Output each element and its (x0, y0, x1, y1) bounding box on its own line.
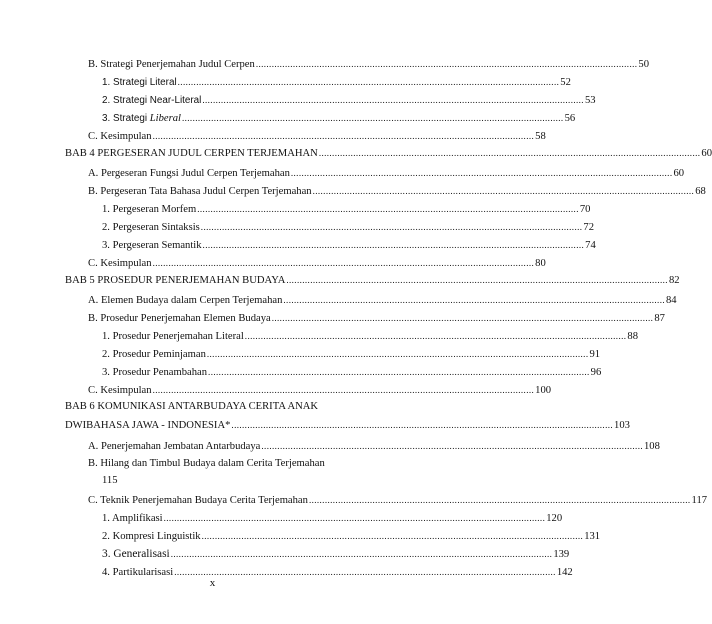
dot-leader: ................................................................................................................................................ (286, 275, 668, 285)
toc-entry-label: C. Kesimpulan (88, 385, 152, 396)
toc-entry-label: 3. Pergeseran Semantik (102, 240, 202, 251)
toc-entry-page: 53 (584, 95, 596, 106)
toc-entry (102, 329, 638, 344)
dot-leader: ................................................................................................................................................ (200, 222, 583, 232)
dot-leader: ................................................................................................................................................ (202, 95, 584, 105)
dot-leader: ................................................................................................................................................ (152, 258, 535, 268)
toc-entry (88, 383, 552, 398)
toc-entry-page: 52 (560, 77, 571, 88)
dot-leader: ................................................................................................................................................ (201, 531, 584, 541)
toc-entry-page: 88 (627, 331, 638, 342)
toc-entry-page: 68 (695, 186, 706, 197)
toc-entry-page: 131 (584, 531, 601, 542)
toc-entry-page: 58 (535, 131, 546, 142)
toc-entry-label: B. Prosedur Penerjemahan Elemen Budaya (88, 313, 271, 324)
toc-chapter (65, 273, 680, 288)
dot-leader: ................................................................................................................................................ (197, 204, 579, 214)
toc-entry-label: 3. Generalisasi (102, 548, 170, 560)
toc-entry-label: 2. Pergeseran Sintaksis (102, 222, 200, 233)
dot-leader: ................................................................................................................................................ (290, 168, 673, 178)
toc-entry-page: 60 (673, 168, 685, 179)
toc-entry-label: C. Kesimpulan (88, 258, 152, 269)
toc-entry (88, 184, 706, 199)
toc-entry-label: B. Pergeseran Tata Bahasa Judul Cerpen Terjemahan (88, 186, 312, 197)
dot-leader: ................................................................................................................................................ (170, 549, 553, 559)
toc-entry-label (102, 112, 181, 126)
toc-entry-page: 115 (102, 475, 118, 486)
toc-entry-label: 2. Prosedur Peminjaman (102, 349, 206, 360)
toc-entry-page: 74 (585, 240, 596, 251)
toc-chapter-page: 82 (668, 275, 680, 286)
toc-entry-page: 87 (654, 313, 665, 324)
toc-entry-label: 4. Partikularisasi (102, 567, 174, 578)
dot-leader: ................................................................................................................................................ (283, 295, 665, 305)
toc-entry-label: C. Kesimpulan (88, 131, 152, 142)
toc-entry (88, 293, 677, 308)
toc-entry-label: 2. Strategi Near-Literal (102, 95, 202, 106)
toc-entry-page: 50 (638, 59, 650, 70)
page-number: x (209, 577, 216, 589)
dot-leader: ................................................................................................................................................ (312, 186, 695, 196)
toc-entry-label: A. Penerjemahan Jembatan Antarbudaya (88, 441, 261, 452)
toc-entry-label-line1: B. Hilang dan Timbul Budaya dalam Cerita Terjemahan (88, 458, 325, 469)
toc-entry (88, 439, 660, 454)
toc-chapter-title-line1: BAB 6 KOMUNIKASI ANTARBUDAYA CERITA ANAK (65, 401, 319, 412)
dot-leader: ................................................................................................................................................ (255, 59, 638, 69)
toc-chapter (65, 146, 712, 161)
label-prefix: 3. Strategi (102, 113, 150, 124)
toc-entry-page: 117 (691, 495, 708, 506)
toc-entry-label: A. Pergeseran Fungsi Judul Cerpen Terjemahan (88, 168, 290, 179)
dot-leader: ................................................................................................................................................ (181, 113, 564, 123)
toc-entry (102, 347, 601, 362)
toc-entry (102, 547, 570, 562)
toc-entry-page: 108 (644, 441, 660, 452)
toc-entry (88, 166, 685, 181)
dot-leader: ................................................................................................................................................ (152, 385, 535, 395)
dot-leader: ................................................................................................................................................ (163, 513, 546, 523)
toc-chapter-label: BAB 5 PROSEDUR PENERJEMAHAN BUDAYA (65, 275, 286, 286)
dot-leader: ................................................................................................................................................ (308, 495, 691, 505)
toc-entry (102, 111, 576, 126)
toc-entry-label: 1. Strategi Literal (102, 77, 177, 88)
toc-chapter-label: BAB 4 PERGESERAN JUDUL CERPEN TERJEMAHAN (65, 148, 318, 159)
dot-leader: ................................................................................................................................................ (208, 367, 590, 377)
toc-entry (102, 220, 594, 235)
toc-entry-page: 96 (590, 367, 602, 378)
toc-entry-page: 72 (583, 222, 594, 233)
toc-entry-page: 120 (546, 513, 563, 524)
dot-leader: ................................................................................................................................................ (244, 331, 627, 341)
toc-entry (88, 129, 546, 144)
toc-entry (88, 311, 665, 326)
toc-entry-label: 1. Amplifikasi (102, 513, 163, 524)
dot-leader: ................................................................................................................................................ (206, 349, 589, 359)
toc-entry (88, 57, 650, 72)
toc-entry-label: 1. Prosedur Penerjemahan Literal (102, 331, 244, 342)
toc-entry-label: 1. Pergeseran Morfem (102, 204, 197, 215)
toc-entry-page: 142 (556, 567, 573, 578)
dot-leader: ................................................................................................................................................ (271, 313, 654, 323)
toc-entry-page: 139 (553, 549, 570, 560)
toc-entry (102, 365, 602, 380)
toc-entry-page: 56 (564, 113, 576, 124)
toc-entry-page: 70 (579, 204, 591, 215)
toc-entry (102, 202, 591, 217)
toc-entry-page: 84 (666, 295, 677, 306)
dot-leader: ................................................................................................................................................ (261, 441, 643, 451)
toc-entry-label: 2. Kompresi Linguistik (102, 531, 201, 542)
dot-leader: ................................................................................................................................................ (174, 567, 556, 577)
dot-leader: ................................................................................................................................................ (231, 420, 614, 430)
toc-entry (102, 93, 596, 108)
toc-entry-page: 100 (535, 385, 552, 396)
toc-entry-page: 80 (535, 258, 546, 269)
toc-chapter-page: 103 (614, 420, 630, 431)
toc-entry (102, 75, 571, 90)
toc-entry (102, 238, 596, 253)
dot-leader: ................................................................................................................................................ (177, 77, 560, 87)
toc-entry-label: A. Elemen Budaya dalam Cerpen Terjemahan (88, 295, 283, 306)
toc-entry (88, 256, 546, 271)
dot-leader: ................................................................................................................................................ (318, 148, 701, 158)
dot-leader: ................................................................................................................................................ (152, 131, 535, 141)
toc-entry-label: 3. Prosedur Penambahan (102, 367, 208, 378)
toc-chapter (65, 418, 630, 433)
toc-entry (102, 511, 563, 526)
toc-entry-page: 91 (589, 349, 601, 360)
toc-chapter-page: 60 (701, 148, 712, 159)
toc-chapter-label: DWIBAHASA JAWA - INDONESIA* (65, 420, 231, 431)
toc-entry-label: C. Teknik Penerjemahan Budaya Cerita Terjemahan (88, 495, 308, 506)
toc-entry (102, 529, 601, 544)
label-italic: Liberal (149, 113, 181, 124)
dot-leader: ................................................................................................................................................ (202, 240, 585, 250)
toc-entry-label: B. Strategi Penerjemahan Judul Cerpen (88, 59, 255, 70)
toc-entry (88, 493, 708, 508)
